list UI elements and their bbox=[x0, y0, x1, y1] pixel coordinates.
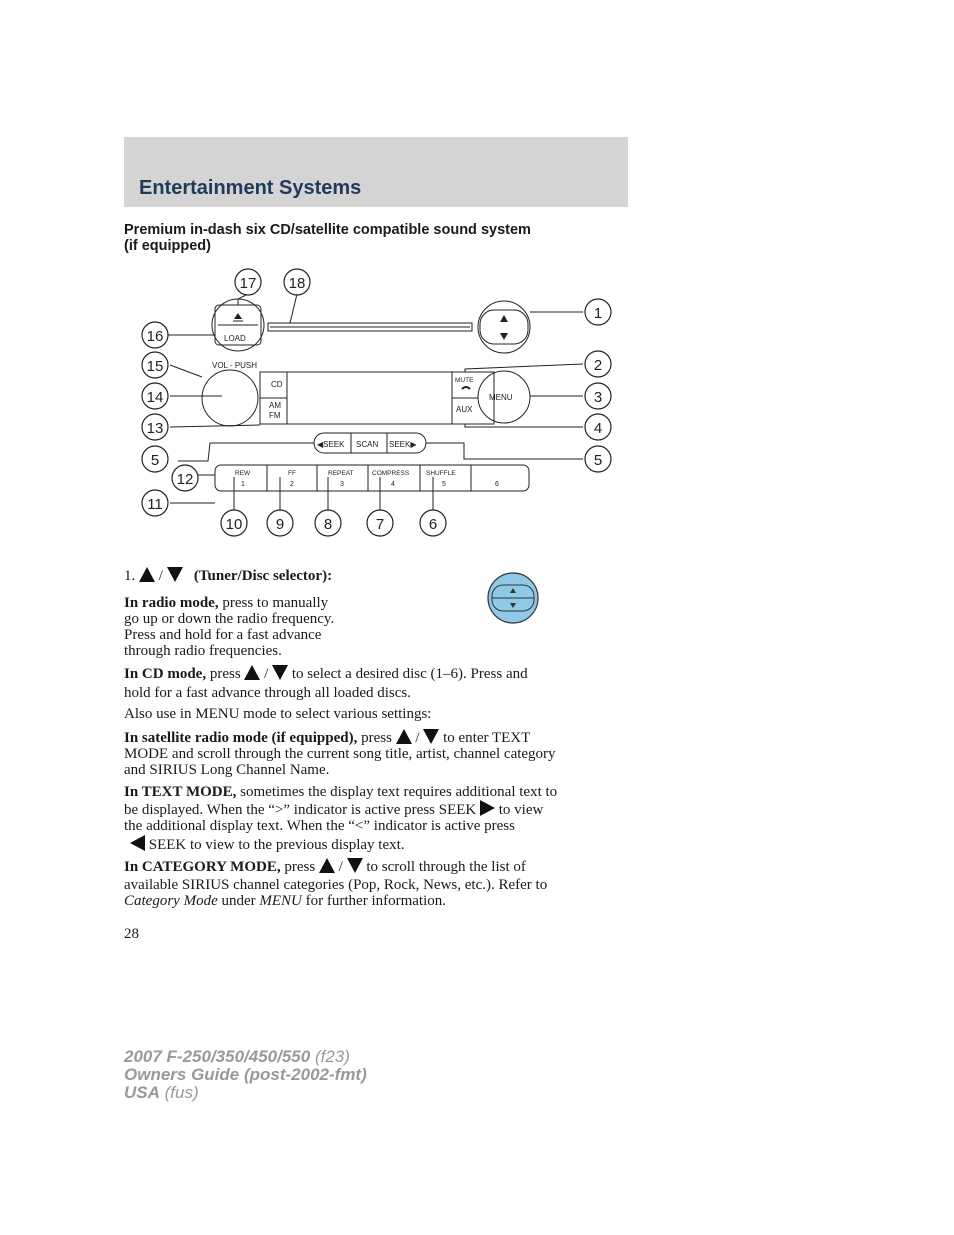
svg-text:REW: REW bbox=[235, 470, 251, 477]
seek-left-arrow-icon bbox=[130, 835, 145, 851]
svg-text:SHUFFLE: SHUFFLE bbox=[426, 470, 456, 477]
svg-text:4: 4 bbox=[593, 420, 603, 437]
seek-left-label: ◀SEEK bbox=[317, 440, 345, 449]
svg-text:10: 10 bbox=[225, 516, 243, 533]
seek-right-arrow-icon bbox=[480, 800, 495, 816]
down-arrow-icon bbox=[423, 729, 439, 744]
down-arrow-icon bbox=[347, 858, 363, 873]
svg-text:4: 4 bbox=[391, 481, 395, 488]
svg-text:5: 5 bbox=[150, 452, 160, 469]
svg-text:11: 11 bbox=[147, 496, 163, 513]
down-arrow-icon bbox=[272, 665, 288, 680]
up-arrow-icon bbox=[139, 567, 155, 582]
svg-text:1: 1 bbox=[241, 481, 245, 488]
down-arrow-icon bbox=[167, 567, 183, 582]
page-title: Entertainment Systems bbox=[139, 177, 362, 199]
mute-label: MUTE bbox=[455, 377, 474, 384]
svg-text:FF: FF bbox=[288, 470, 296, 477]
am-label: AM bbox=[269, 401, 281, 410]
up-arrow-icon bbox=[244, 665, 260, 680]
cd-label: CD bbox=[271, 380, 283, 389]
svg-text:6: 6 bbox=[428, 516, 438, 533]
aux-label: AUX bbox=[456, 405, 473, 414]
svg-text:15: 15 bbox=[146, 358, 164, 375]
radio-mode-paragraph: In radio mode, press to manually go up or down the radio frequency. Press and hold for a fast advance through radio frequencies. bbox=[124, 595, 335, 659]
menu-mode-line: Also use in MENU mode to select various settings: bbox=[124, 706, 432, 722]
radio-diagram bbox=[130, 265, 620, 550]
svg-text:6: 6 bbox=[495, 481, 499, 488]
svg-text:1: 1 bbox=[593, 305, 603, 322]
vol-push-label: VOL - PUSH bbox=[212, 361, 258, 370]
volume-knob bbox=[202, 370, 258, 426]
svg-text:8: 8 bbox=[323, 516, 333, 533]
cd-mode-paragraph: In CD mode, press / to select a desired disc (1–6). Press and hold for a fast advance through all loaded discs. bbox=[124, 666, 528, 701]
seek-right-label: SEEK▶ bbox=[389, 440, 417, 449]
up-arrow-icon bbox=[396, 729, 412, 744]
footer: 2007 F-250/350/450/550 (f23) Owners Guide (post-2002-fmt) USA (fus) bbox=[124, 1047, 367, 1102]
category-mode-paragraph: In CATEGORY MODE, press / to scroll through the list of available SIRIUS channel categories (Pop, Rock, News, etc.). Refer to Category Mode under MENU for further information. bbox=[124, 859, 548, 909]
fm-label: FM bbox=[269, 411, 281, 420]
svg-text:17: 17 bbox=[239, 275, 257, 292]
svg-text:2: 2 bbox=[290, 481, 294, 488]
scan-label: SCAN bbox=[356, 440, 379, 449]
header-band bbox=[124, 137, 628, 207]
svg-text:5: 5 bbox=[442, 481, 446, 488]
svg-text:18: 18 bbox=[288, 275, 306, 292]
tuner-knob bbox=[478, 301, 530, 353]
section-title bbox=[124, 222, 594, 254]
load-label: LOAD bbox=[224, 334, 246, 343]
up-arrow-icon bbox=[319, 858, 335, 873]
page-number: 28 bbox=[124, 926, 139, 942]
svg-text:14: 14 bbox=[146, 389, 164, 406]
preset-labels bbox=[235, 470, 499, 488]
satellite-mode-paragraph: In satellite radio mode (if equipped), press / to enter TEXT MODE and scroll through the current song title, artist, channel category and SIRIUS Long Channel Name. bbox=[124, 730, 556, 778]
svg-text:13: 13 bbox=[146, 420, 164, 437]
svg-text:9: 9 bbox=[275, 516, 285, 533]
svg-text:7: 7 bbox=[375, 516, 385, 533]
tuner-button-icon bbox=[486, 572, 540, 624]
menu-label: MENU bbox=[489, 393, 513, 402]
section-title-line2: (if equipped) bbox=[124, 238, 211, 254]
preset-bar bbox=[215, 465, 529, 491]
svg-text:2: 2 bbox=[593, 357, 603, 374]
svg-text:16: 16 bbox=[146, 328, 164, 345]
text-mode-paragraph: In TEXT MODE, sometimes the display text requires additional text to be displayed. When the “>” indicator is active press SEEK to view the additional display text. When the “<” indicator is active press SEEK to view to the previous display text. bbox=[124, 784, 558, 853]
svg-text:REPEAT: REPEAT bbox=[328, 470, 354, 477]
section-title-line1: Premium in-dash six CD/satellite compatible sound system bbox=[124, 222, 531, 238]
svg-text:12: 12 bbox=[176, 471, 194, 488]
svg-text:5: 5 bbox=[593, 452, 603, 469]
svg-text:COMPRESS: COMPRESS bbox=[372, 470, 410, 477]
svg-text:3: 3 bbox=[340, 481, 344, 488]
svg-text:3: 3 bbox=[593, 389, 603, 406]
item1-heading: 1. / (Tuner/Disc selector): bbox=[124, 568, 333, 584]
